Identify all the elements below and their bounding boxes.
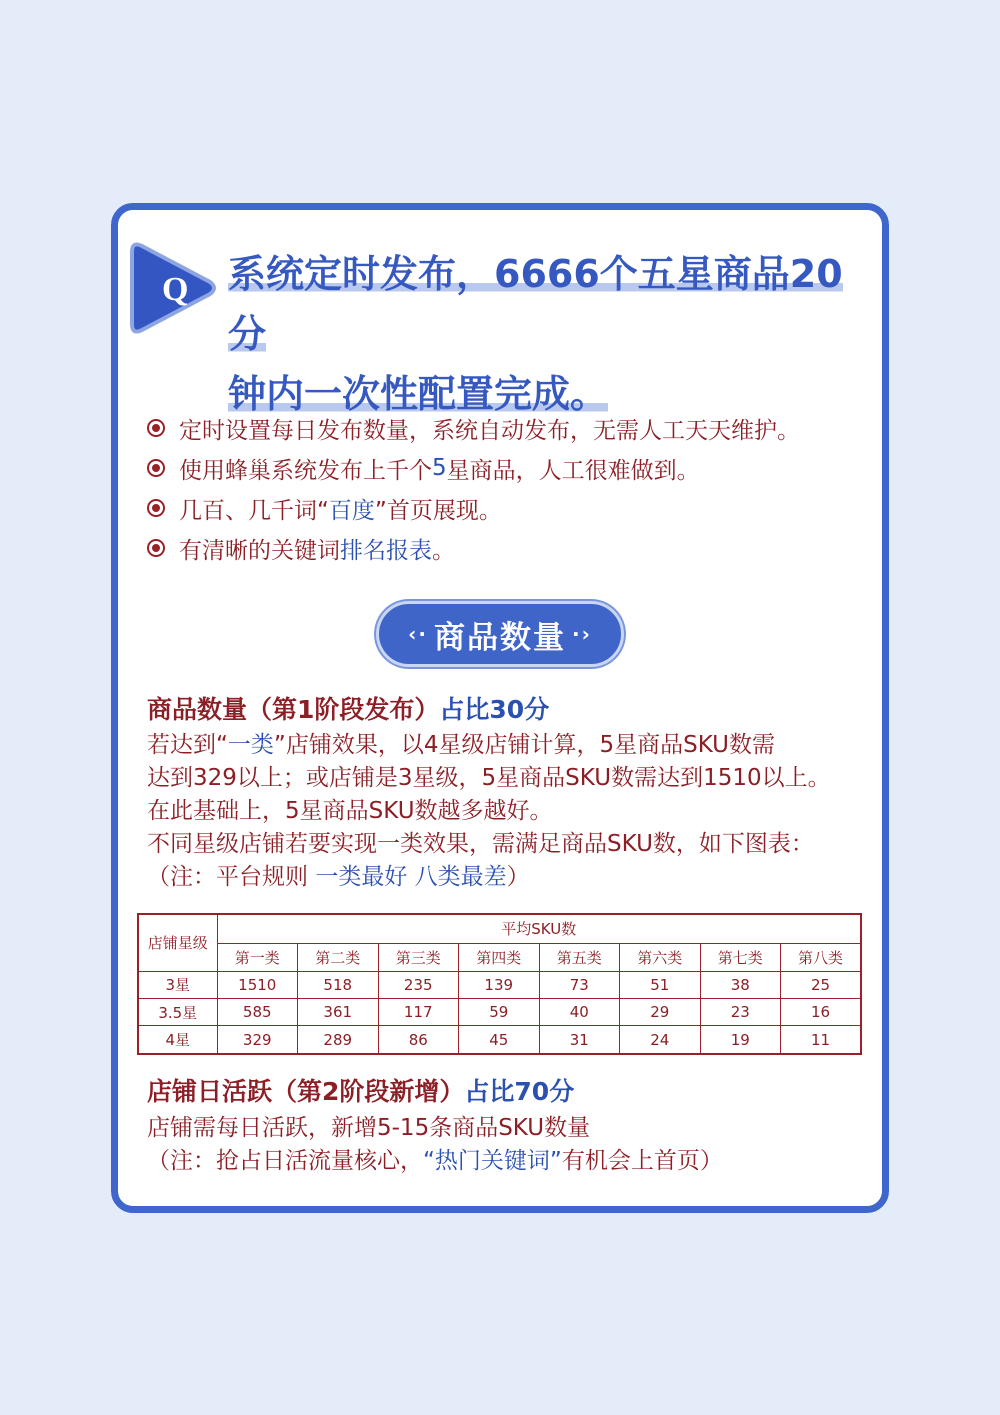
section-2-score: 占比70分 xyxy=(464,1077,575,1106)
table-cell: 73 xyxy=(539,971,620,998)
bullet-text: 。 xyxy=(432,537,455,564)
list-item xyxy=(147,408,887,448)
table-cell: 45 xyxy=(459,1026,540,1054)
body-text: ） xyxy=(506,864,530,890)
body-text: ”店铺效果，以4星级店铺计算，5星商品SKU数需 xyxy=(273,732,776,758)
section-2-heading: 店铺日活跃（第2阶段新增） xyxy=(147,1077,465,1106)
corner-header: 店铺星级 xyxy=(138,914,217,971)
table-cell: 329 xyxy=(217,1026,298,1054)
column-header: 第一类 xyxy=(217,943,298,971)
table-cell: 24 xyxy=(620,1026,701,1054)
headline-line-1: 系统定时发布，6666个五星商品20分 xyxy=(228,252,843,356)
bullet-text: 定时设置每日发布数量，系统自动发布，无需人工天天维护。 xyxy=(179,417,800,444)
table-cell: 235 xyxy=(378,971,459,998)
section-2-body xyxy=(147,1112,877,1178)
section-2-title xyxy=(147,1072,574,1108)
bullet-highlight: 百度 xyxy=(328,497,375,524)
body-text: 有机会上首页） xyxy=(561,1148,723,1174)
table-cell: 139 xyxy=(459,971,540,998)
q-badge-icon xyxy=(128,240,218,336)
table-cell: 518 xyxy=(298,971,379,998)
bullet-icon xyxy=(147,539,165,557)
body-highlight: 一类 xyxy=(227,732,274,758)
table-cell: 31 xyxy=(539,1026,620,1054)
arrow-left-icon: ‹· xyxy=(408,622,428,646)
table-cell: 38 xyxy=(700,971,781,998)
section-pill xyxy=(376,601,624,667)
bullet-text: 星商品，人工很难做到。 xyxy=(446,457,700,484)
table-cell: 1510 xyxy=(217,971,298,998)
q-letter: Q xyxy=(162,271,189,308)
group-header: 平均SKU数 xyxy=(217,914,861,943)
table-cell: 19 xyxy=(700,1026,781,1054)
body-text: 店铺需每日活跃，新增5-15条商品SKU数量 xyxy=(147,1115,591,1141)
column-header: 第五类 xyxy=(539,943,620,971)
table-cell: 25 xyxy=(781,971,862,998)
bullet-icon xyxy=(147,499,165,517)
section-1-title xyxy=(147,690,549,726)
body-text: 不同星级店铺若要实现一类效果，需满足商品SKU数，如下图表： xyxy=(147,831,814,857)
feature-list xyxy=(147,408,887,568)
column-header: 第六类 xyxy=(620,943,701,971)
row-label: 4星 xyxy=(138,1026,217,1054)
arrow-right-icon: ·› xyxy=(572,622,592,646)
section-1-body xyxy=(147,729,877,894)
body-highlight: 一类最好 八类最差 xyxy=(315,864,507,890)
bullet-text: 几百、几千词“ xyxy=(179,497,329,524)
table-row xyxy=(138,971,861,998)
column-header: 第四类 xyxy=(459,943,540,971)
table-cell: 86 xyxy=(378,1026,459,1054)
table-cell: 361 xyxy=(298,998,379,1025)
list-item xyxy=(147,488,887,528)
table-cell: 51 xyxy=(620,971,701,998)
column-header: 第三类 xyxy=(378,943,459,971)
table-cell: 289 xyxy=(298,1026,379,1054)
table-cell: 117 xyxy=(378,998,459,1025)
row-label: 3.5星 xyxy=(138,998,217,1025)
bullet-text: 使用蜂巢系统发布上千个 xyxy=(179,457,432,484)
column-header: 第七类 xyxy=(700,943,781,971)
body-text: 在此基础上，5星商品SKU数越多越好。 xyxy=(147,798,553,824)
column-header: 第二类 xyxy=(298,943,379,971)
sku-table xyxy=(137,913,862,1055)
body-text: 若达到“ xyxy=(147,732,228,758)
table-row xyxy=(138,998,861,1025)
table-cell: 16 xyxy=(781,998,862,1025)
bullet-text: 有清晰的关键词 xyxy=(179,537,340,564)
table-cell: 23 xyxy=(700,998,781,1025)
body-highlight: “热门关键词” xyxy=(423,1148,562,1174)
table-cell: 40 xyxy=(539,998,620,1025)
table-cell: 29 xyxy=(620,998,701,1025)
table-cell: 11 xyxy=(781,1026,862,1054)
section-pill-label: 商品数量 xyxy=(434,619,566,656)
row-label: 3星 xyxy=(138,971,217,998)
table-cell: 585 xyxy=(217,998,298,1025)
table-cell: 59 xyxy=(459,998,540,1025)
bullet-highlight: 5 xyxy=(432,455,447,481)
list-item xyxy=(147,448,887,488)
column-header: 第八类 xyxy=(781,943,862,971)
list-item xyxy=(147,528,887,568)
body-text: （注：抢占日活流量核心， xyxy=(147,1148,423,1174)
headline-line-2: 钟内一次性配置完成。 xyxy=(228,372,609,416)
body-text: （注：平台规则 xyxy=(147,864,316,890)
body-text: 达到329以上；或店铺是3星级，5星商品SKU数需达到1510以上。 xyxy=(147,765,831,791)
section-1-score: 占比30分 xyxy=(439,695,550,724)
table-row xyxy=(138,1026,861,1054)
bullet-highlight: 排名报表 xyxy=(340,537,432,564)
section-1-heading: 商品数量（第1阶段发布） xyxy=(147,695,440,724)
bullet-icon xyxy=(147,419,165,437)
headline xyxy=(228,244,878,424)
bullet-text: ”首页展现。 xyxy=(374,497,502,524)
bullet-icon xyxy=(147,459,165,477)
